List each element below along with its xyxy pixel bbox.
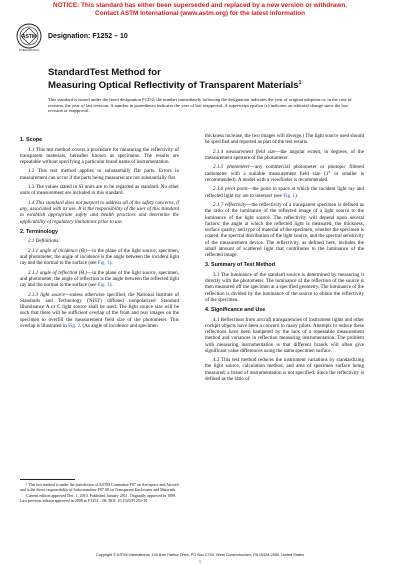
def-measurement-field-size: —the angular extent, in degrees, of the measurement aperture of the photometer. [205, 148, 364, 161]
para-2-1 [20, 238, 179, 244]
footnote [20, 479, 180, 504]
para-2-1-6 [205, 186, 364, 199]
astm-logo [15, 23, 43, 52]
def-light-source-end: . (As angle of incidence and specimen [80, 322, 158, 329]
fig-1-link[interactable]: Fig. 1 [97, 282, 110, 289]
fig-1-link[interactable]: Fig. 1 [97, 260, 110, 267]
standard-note: This standard is issued under the fixed designation F1252; the number immediately following the designation indicates the year of original adoption or, in the case of revision, the year of last revision. A number in parentheses indicates the year of last reapproval. A superscript epsilon (ε) indicates an editorial change since the last revision or reapproval. [48, 97, 352, 114]
fig-2-link[interactable]: Fig. 2 [68, 322, 80, 329]
def-photometer: —any commercial photometer or photopic filtered radiometer with a suitable measurement field size (1° or smaller is recommended). A model with a viewfinder is recommended. [205, 164, 364, 183]
footnote-2: Current edition approved Dec. 1, 2010. Published January 2011. Originally approved in 1989. Last previous edition approved in 2008 as F1252 – 08. DOI: 10.1520/F1252-10. [20, 493, 177, 503]
para-2-1-2 [20, 270, 179, 289]
term-photometer: 2.1.5 photometer [213, 164, 250, 171]
title-line-2-text: Measuring Optical Reflectivity of Transparent Materials [48, 80, 299, 92]
astm-logo-icon [15, 23, 43, 49]
notice-line-2: Contact ASTM International (www.astm.org) for the latest information [94, 9, 306, 17]
def-reflectivity: —the reflectivity of a transparent specimen is defined as the ratio of the luminance of the reflected image of a light source to the luminance of the light source. The reflectivity will depend upon several factors: the angle at which the reflected light is measured, the thickness, surface quality, and type of material of the specimen, whether the specimen is coated, the spectral distribution of the light source, and the spectral sensitivity of the measurement device. The reflectivity, as defined here, includes the small amount of scattered light that contributes to the luminance of the reflected image. [205, 202, 364, 258]
notice-line-1: NOTICE: This standard has either been superseded and replaced by a new version or withdrawn. [52, 2, 348, 9]
term-angle-of-reflection: 2.1.2 angle of reflection (Θᵣ) [28, 269, 88, 276]
footnote-1: ¹ This test method is under the jurisdiction of ASTM Committee F07 on Aerospace and Aircraft and is the direct responsibility of Subcommittee F07.08 on Transparent Enclosures and Materials. [20, 482, 179, 492]
def-light-source: —unless otherwise specified, the National Institute of Standards and Technology (NIST) diffused nonpolarized Standard Illuminance A or C light source shall be used. The light source size will be such that there will be sufficient overlap of the front and rear images on the specimen to overfill the measurement field size of the photometer. This overlap is illustrated in [20, 291, 179, 329]
copyright-line: Copyright © ASTM International, 100 Barr Harbor Drive, PO Box C700, West Conshohocken, PA 19428-2959. United States [95, 553, 304, 557]
para-1-1: 1.1 This test method covers a procedure for measuring the reflectivity of transparent materials, hereafter known as specimens. The results are repeatable without specifying a particular brand name of instrumentation. [20, 146, 179, 165]
para-2-1-7 [205, 202, 364, 258]
footnote-rule [20, 479, 75, 480]
term-angle-of-incidence: 2.1.1 angle of incidence (Θᵢ) [28, 247, 88, 254]
def-angle-of-incidence: —in the plane of the light source, specimen, and photometer, the angle of incidence is the angle between the incident light ray and the normal to the surface (see [20, 247, 180, 267]
withdrawal-notice [0, 2, 400, 17]
section-2-heading: 2. Terminology [20, 228, 58, 235]
def-pivot-point-end: ). [295, 192, 299, 199]
para-2-1-text: 2.1 Definitions: [28, 238, 60, 245]
para-2-1-3 [20, 292, 179, 330]
para-1-4-text: 1.4 This standard does not purport to address all of the safety concerns, if any, associated with its use. It is the responsibility of the user of this standard to establish appropriate safety and health practices and determine the applicability of regulatory limitations prior to use. [20, 199, 179, 225]
para-2-1-4 [205, 149, 364, 162]
fig-1-link[interactable]: Fig. 1 [283, 192, 296, 199]
para-2-1-1 [20, 248, 179, 267]
term-reflectivity: 2.1.7 reflectivity [213, 202, 247, 208]
logo-org-name: INTERNATIONAL [18, 49, 40, 52]
document-title [48, 67, 378, 91]
def-pivot-point: —the point in space at which the incident light ray and reflected light ray are to intersect (see [205, 186, 365, 199]
term-measurement-field-size: 2.1.4 measurement field size [213, 148, 276, 155]
svg-text:ASTM: ASTM [21, 34, 37, 40]
page-number: 1 [198, 559, 202, 564]
designation: Designation: F1252 – 10 [48, 33, 128, 40]
term-pivot-point: 2.1.6 pivot point [213, 186, 248, 193]
def-angle-of-incidence-end: ). [109, 260, 113, 267]
left-column [20, 133, 179, 332]
para-continued: thickness increase, the two images will diverge.) The light source used should be specified and reported as part of the test results. [205, 133, 364, 146]
section-4-heading: 4. Significance and Use [205, 307, 266, 313]
def-angle-of-reflection-end: ). [109, 282, 113, 289]
para-2-1-5 [205, 164, 364, 183]
section-3-heading: 3. Summary of Test Method [205, 262, 275, 269]
para-3-1: 3.1 The luminance of the standard source is determined by measuring it directly with the photometer. The luminance of the reflection of the source is then measured off the specimen at a specified geometry. The luminance of the reflection is divided by the luminance of the source to obtain the reflectivity of the specimen. [205, 271, 364, 303]
para-1-2: 1.2 This test method applies to substantially flat parts. Errors in measurement can occur if the parts being measured are not substantially flat. [20, 168, 179, 181]
para-4-1: 4.1 Reflections from aircraft transparencies of instrument lights and other cockpit objects have been a concern to many pilots. Attempts to reduce these reflections have been hampered by the lack of a repeatable measurement method and variances in reflection measuring instrumentation. The problem with measuring instrumentation is that different brands will often give significant value differences using the same specimen surface. [205, 316, 364, 354]
title-footnote-mark: 1 [298, 80, 302, 86]
def-angle-of-reflection: —in the plane of the light source, specimen, and photometer, the angle of reflection is the angle between the reflected light ray and the normal to the surface (see [20, 269, 179, 289]
title-line-2 [48, 78, 378, 91]
para-1-3: 1.3 The values stated in SI units are to be regarded as standard. No other units of measurement are included in this standard. [20, 184, 179, 197]
term-light-source: 2.1.3 light source [28, 291, 65, 298]
right-column [205, 133, 364, 385]
title-line-1: StandardTest Method for [48, 67, 161, 78]
section-1-heading: 1. Scope [20, 137, 43, 143]
para-4-2: 4.2 This test method reduces the instrument variations by standardizing the light source, calculation method, and area of specimen surface being measured; a brand of instrumentation is not specified. Since the reflectivity is defined as the ratio of [205, 357, 364, 382]
para-1-4 [20, 200, 179, 225]
